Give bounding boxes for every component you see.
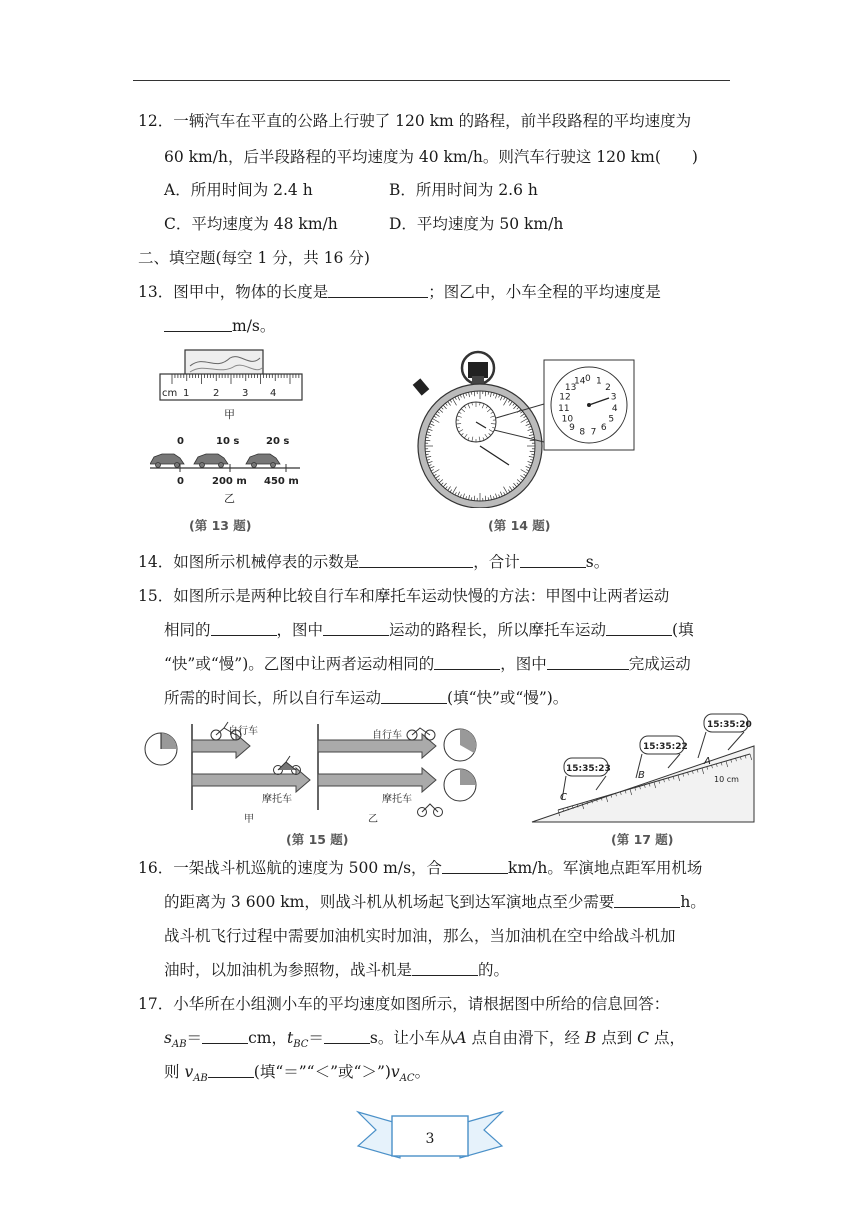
time-label: 20 s (266, 436, 290, 447)
bike-label: 自行车 (228, 726, 258, 737)
q12-line1: 12．一辆汽车在平直的公路上行驶了 120 km 的路程，前半段路程的平均速度为 (138, 112, 692, 130)
arrow-moto (318, 768, 436, 792)
dial-number: 1 (596, 376, 602, 387)
subscript: BC (293, 1039, 309, 1051)
figure-13 (150, 346, 310, 506)
answer-blank[interactable] (381, 688, 447, 704)
subscript: AB (193, 1073, 208, 1085)
bicycle-icon (407, 728, 435, 740)
moto-label: 摩托车 (262, 794, 292, 805)
symbol-s: s (164, 1029, 172, 1047)
q12-option-a: A．所用时间为 2.4 h (164, 181, 313, 199)
pointer-line (698, 732, 706, 758)
q15-line4 (164, 688, 568, 708)
dial-number: 2 (605, 382, 611, 393)
q16-line2 (164, 892, 706, 912)
q12-option-d: D．平均速度为 50 km/h (389, 215, 564, 233)
label-yi: 乙 (224, 492, 235, 505)
q15-text: 完成运动 (628, 655, 691, 673)
dial-number: 6 (600, 422, 607, 433)
answer-blank[interactable] (606, 620, 672, 636)
q16-text: 的。 (478, 961, 510, 979)
point-label: B (584, 1029, 597, 1047)
motorcycle-icon (418, 804, 443, 817)
q17-line1: 17．小华所在小组测小车的平均速度如图所示，请根据图中所给的信息回答： (138, 995, 670, 1013)
caption-13: (第 13 题) (189, 518, 252, 533)
caption-14: (第 14 题) (488, 518, 551, 533)
point-a: A (704, 756, 711, 767)
time-b: 15:35:22 (643, 742, 688, 752)
answer-blank[interactable] (442, 858, 508, 874)
answer-blank[interactable] (323, 620, 389, 636)
wood-block (185, 350, 263, 376)
car-icon (194, 454, 228, 468)
point-label: A (455, 1029, 467, 1047)
time-label: 10 s (216, 436, 240, 447)
answer-blank[interactable] (211, 620, 277, 636)
time-label: 0 (177, 436, 184, 447)
stopwatch-button (413, 378, 430, 395)
car-icon (150, 454, 184, 468)
answer-blank[interactable] (359, 552, 473, 568)
answer-blank[interactable] (412, 960, 478, 976)
label-jia: 甲 (224, 408, 235, 421)
ruler-unit: cm (162, 388, 178, 399)
symbol-v: v (184, 1063, 194, 1081)
dial-number: 0 (585, 374, 591, 384)
answer-blank[interactable] (434, 654, 500, 670)
ruler-tick-label: 2 (213, 388, 220, 399)
dial-number: 7 (590, 427, 597, 438)
dial-pivot (587, 403, 591, 407)
q16-line1 (138, 858, 702, 878)
q15-text: ，图中 (500, 655, 547, 673)
answer-blank[interactable] (202, 1028, 248, 1044)
car-icon (246, 454, 280, 468)
q16-text: 16．一架战斗机巡航的速度为 500 m/s，合 (138, 859, 443, 877)
dial-number: 5 (608, 414, 615, 425)
q15-text: (填“快”或“慢”)。 (447, 689, 569, 707)
q13-text-c: m/s。 (232, 317, 276, 335)
q17-line2 (164, 1028, 685, 1055)
subscript: AB (171, 1039, 187, 1051)
q16-line4 (164, 960, 509, 980)
ruler-tick-label: 4 (270, 388, 277, 399)
dial-number: 11 (558, 403, 570, 414)
pointer-line (596, 776, 606, 790)
answer-blank[interactable] (324, 1028, 370, 1044)
dist-label: 200 m (212, 476, 247, 487)
point-label: C (637, 1029, 650, 1047)
point-b: B (638, 770, 645, 781)
bike-label: 自行车 (372, 730, 402, 741)
clock-sector (161, 733, 177, 749)
figure-17 (528, 712, 758, 828)
arrow-bike (192, 734, 250, 758)
q16-line3: 战斗机飞行过程中需要加油机实时加油，那么，当加油机在空中给战斗机加 (164, 927, 676, 945)
q17-text: 点自由滑下，经 (466, 1029, 585, 1047)
incline (532, 746, 754, 822)
q13-line2 (164, 316, 275, 336)
q16-text: 的距离为 3 600 km，则战斗机从机场起飞到达军演地点至少需要 (164, 893, 615, 911)
q15-line1: 15．如图所示是两种比较自行车和摩托车运动快慢的方法：甲图中让两者运动 (138, 587, 670, 605)
dial-number: 3 (610, 392, 617, 403)
stopwatch-stem (472, 376, 484, 384)
q15-text: 相同的 (164, 621, 211, 639)
dial-number: 14 (574, 376, 586, 387)
q17-text: ＝ (308, 1029, 324, 1047)
time-a: 15:35:20 (707, 720, 752, 730)
symbol-v: v (390, 1063, 400, 1081)
q16-text: km/h。军演地点距军用机场 (508, 859, 703, 877)
figure-15 (140, 716, 480, 828)
q17-text: cm， (248, 1029, 287, 1047)
header-rule (133, 80, 730, 81)
subscript: AC (399, 1073, 415, 1085)
q12-option-c: C．平均速度为 48 km/h (164, 215, 338, 233)
page-number: 3 (425, 1131, 435, 1147)
q17-text: 点到 (596, 1029, 638, 1047)
caption-15: (第 15 题) (286, 832, 349, 847)
answer-blank[interactable] (614, 892, 680, 908)
pointer-line (668, 754, 680, 768)
q15-text: 运动的路程长，所以摩托车运动 (389, 621, 607, 639)
moto-label: 摩托车 (382, 794, 412, 805)
stopwatch-crown (468, 362, 488, 378)
pointer-line (728, 732, 744, 750)
q12-line2: 60 km/h，后半段路程的平均速度为 40 km/h。则汽车行驶这 120 km( ) (164, 148, 698, 166)
answer-blank[interactable] (547, 654, 629, 670)
dial-number: 8 (579, 427, 586, 438)
q17-text: s。让小车从 (369, 1029, 456, 1047)
answer-blank[interactable] (164, 316, 232, 332)
q13-line1 (138, 282, 661, 302)
q13-text-a: 13．图甲中，物体的长度是 (138, 283, 329, 301)
q15-text: (填 (672, 621, 694, 639)
q17-text: 。 (414, 1063, 431, 1081)
q17-text: 则 (164, 1063, 185, 1081)
answer-blank[interactable] (328, 282, 428, 298)
figure-14 (408, 346, 640, 508)
label-jia: 甲 (244, 814, 254, 825)
q14-text-c: s。 (585, 553, 610, 571)
clock-sector (460, 769, 476, 785)
q17-text: 点， (649, 1029, 685, 1047)
dial-number: 10 (561, 414, 574, 425)
q14-line (138, 552, 609, 572)
q16-text: 油时，以加油机为参照物，战斗机是 (164, 961, 413, 979)
section-2-heading: 二、填空题(每空 1 分，共 16 分) (138, 249, 370, 267)
q14-text-a: 14．如图所示机械停表的示数是 (138, 553, 360, 571)
dist-label: 0 (177, 476, 184, 487)
q15-text: ，图中 (276, 621, 324, 639)
q13-text-b: ；图乙中，小车全程的平均速度是 (428, 283, 661, 301)
q15-text: 所需的时间长，所以自行车运动 (164, 689, 382, 707)
q16-text: h。 (680, 893, 706, 911)
dial-number: 9 (569, 422, 575, 433)
dist-label: 450 m (264, 476, 299, 487)
dial-number: 12 (559, 392, 571, 403)
time-c: 15:35:23 (566, 764, 611, 774)
point-c: C (560, 792, 567, 803)
symbol-t: t (286, 1029, 294, 1047)
label-yi: 乙 (368, 814, 378, 825)
ruler-tick-label: 1 (183, 388, 190, 399)
q15-line2 (164, 620, 694, 640)
q14-text-b: ，合计 (473, 553, 520, 571)
ruler-tick-label: 3 (242, 388, 249, 399)
q12-option-b: B．所用时间为 2.6 h (389, 181, 538, 199)
dial-number: 13 (564, 382, 577, 393)
ruler-unit: 10 cm (714, 775, 739, 784)
q17-line3 (164, 1062, 430, 1089)
caption-17: (第 17 题) (611, 832, 674, 847)
q15-text: “快”或“慢”)。乙图中让两者运动相同的 (164, 655, 435, 673)
answer-blank[interactable] (208, 1062, 254, 1078)
q17-text: ＝ (186, 1029, 203, 1047)
q15-line3 (164, 654, 691, 674)
q17-text: (填“＝”“＜”或“＞”) (253, 1063, 391, 1081)
answer-blank[interactable] (520, 552, 586, 568)
dial-number: 4 (611, 403, 618, 414)
